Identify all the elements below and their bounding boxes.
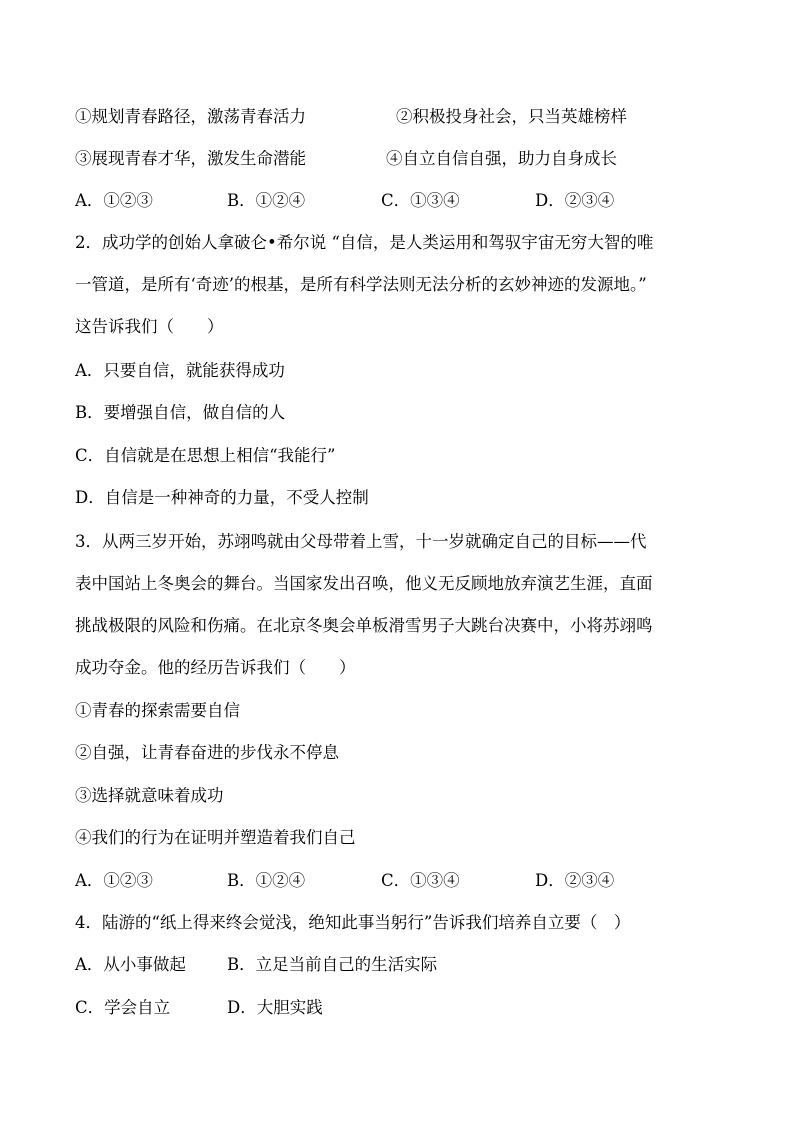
q2-choice-c: C．自信就是在思想上相信“我能行” [75, 446, 336, 465]
q3-choice-a: A．①②③ [75, 871, 153, 890]
q4-choice-b: B．立足当前自己的生活实际 [227, 955, 438, 974]
q3-option-4: ④我们的行为在证明并塑造着我们自己 [75, 828, 356, 847]
q2-choice-d: D．自信是一种神奇的力量，不受人控制 [75, 488, 369, 507]
q3-option-1: ①青春的探索需要自信 [75, 701, 240, 720]
q1-choice-a: A．①②③ [75, 191, 153, 210]
q3-option-2: ②自强，让青春奋进的步伐永不停息 [75, 743, 339, 762]
q4-choice-a: A．从小事做起 [75, 955, 186, 974]
q1-option-1: ①规划青春路径，激荡青春活力 [75, 107, 306, 126]
q3-stem-line-4: 成功夺金。他的经历告诉我们（ ） [75, 658, 356, 677]
q1-option-2: ②积极投身社会，只当英雄榜样 [396, 107, 627, 126]
q3-stem-line-2: 表中国站上冬奥会的舞台。当国家发出召唤，他义无反顾地放弃演艺生涯，直面 [75, 574, 653, 593]
q4-stem: 4．陆游的“纸上得来终会觉浅，绝知此事当躬行”告诉我们培养自立要（ ） [75, 913, 631, 932]
q4-choice-c: C．学会自立 [75, 998, 171, 1017]
q4-choice-d: D．大胆实践 [227, 998, 323, 1017]
q3-option-3: ③选择就意味着成功 [75, 786, 224, 805]
q1-choice-b: B．①②④ [227, 191, 306, 210]
q1-choice-d: D．②③④ [535, 191, 615, 210]
q1-option-3: ③展现青春才华，激发生命潜能 [75, 149, 306, 168]
q1-option-4: ④自立自信自强，助力自身成长 [386, 149, 617, 168]
q3-stem-line-1: 3．从两三岁开始，苏翊鸣就由父母带着上雪，十一岁就确定自己的目标——代 [75, 532, 647, 551]
q2-stem-line-1: 2．成功学的创始人拿破仑•希尔说 “自信，是人类运用和驾驭宇宙无穷大智的唯 [75, 233, 654, 252]
q3-choice-b: B．①②④ [227, 871, 306, 890]
q2-choice-b: B．要增强自信，做自信的人 [75, 403, 286, 422]
q2-stem-line-3: 这告诉我们（ ） [75, 317, 224, 336]
q2-choice-a: A．只要自信，就能获得成功 [75, 361, 285, 380]
q1-choice-c: C．①③④ [381, 191, 460, 210]
q3-stem-line-3: 挑战极限的风险和伤痛。在北京冬奥会单板滑雪男子大跳台决赛中，小将苏翊鸣 [75, 616, 653, 635]
q3-choice-c: C．①③④ [381, 871, 460, 890]
q2-stem-line-2: 一管道，是所有‘奇迹’的根基，是所有科学法则无法分析的玄妙神迹的发源地。” [75, 275, 647, 294]
q3-choice-d: D．②③④ [535, 871, 615, 890]
